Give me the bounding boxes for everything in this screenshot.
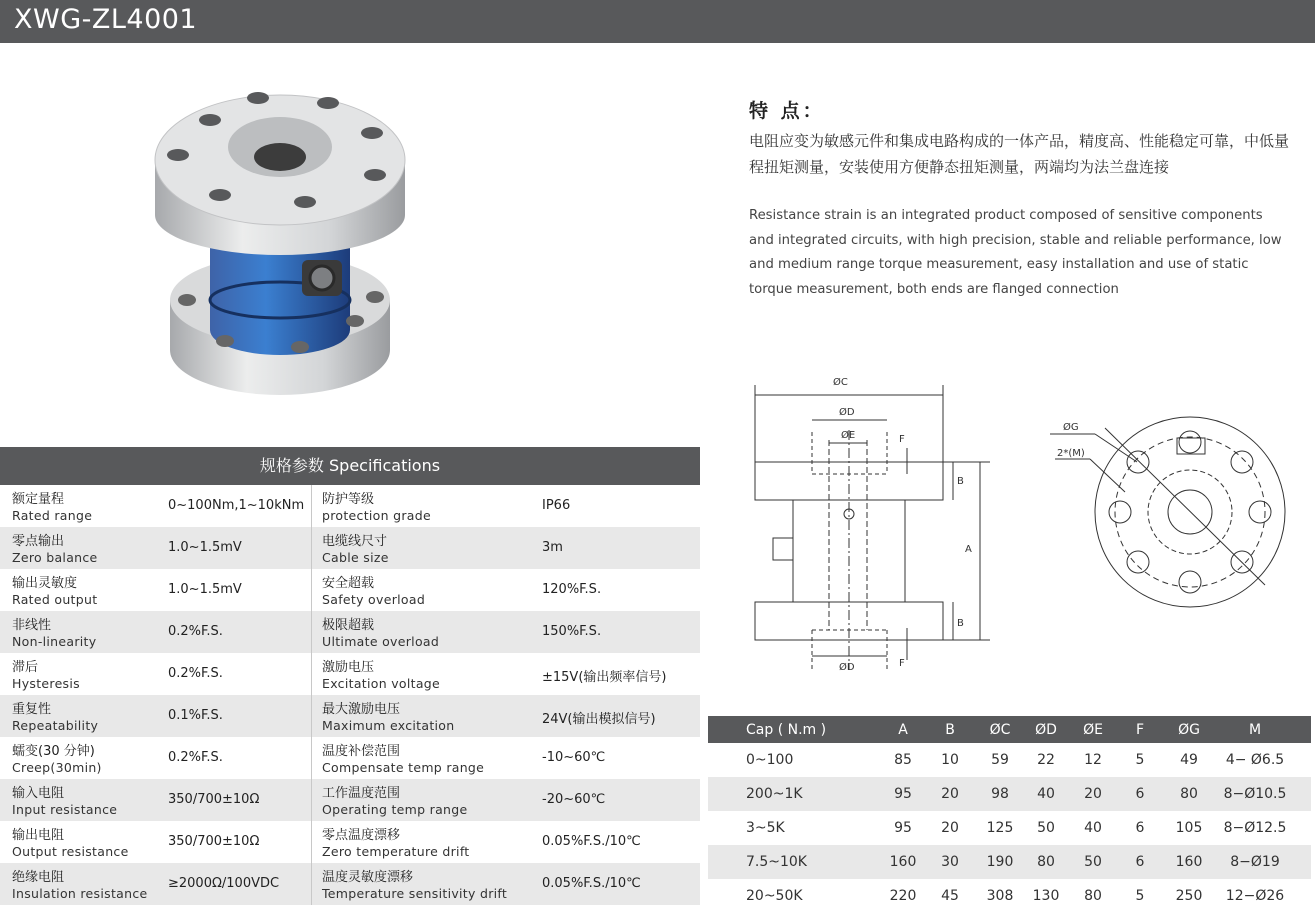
spec-param-cn: 重复性 <box>12 702 52 717</box>
capacity-cell: 95 <box>894 820 912 836</box>
spec-table <box>0 447 700 905</box>
spec-param-right <box>312 485 532 527</box>
dim-label-g: ØG <box>1063 422 1079 433</box>
features-heading: 特 点： <box>749 100 825 122</box>
spec-param-right <box>312 821 532 863</box>
spec-param-cn: 蠕变(30 分钟) <box>12 744 95 759</box>
spec-param-en: Zero balance <box>12 550 98 565</box>
product-title: XWG-ZL4001 <box>14 4 198 35</box>
spec-param-en: Output resistance <box>12 844 129 859</box>
spec-param-cn: 输出灵敏度 <box>12 576 78 591</box>
capacity-cell: 22 <box>1037 752 1055 768</box>
dim-label-a: A <box>965 544 972 555</box>
spec-param-en: Rated output <box>12 592 98 607</box>
spec-value: 150%F.S. <box>542 624 602 639</box>
capacity-cell: 4− Ø6.5 <box>1225 752 1285 768</box>
spec-param-cn: 零点温度漂移 <box>322 828 401 843</box>
capacity-header-cell: ØE <box>1083 721 1103 738</box>
spec-param-en: Ultimate overload <box>322 634 440 649</box>
spec-param-left <box>0 695 160 737</box>
capacity-cell: 308 <box>986 888 1014 904</box>
dim-label-b-top: B <box>957 476 964 487</box>
product-photo <box>150 85 410 405</box>
spec-param-cn: 零点输出 <box>12 534 65 549</box>
spec-divider <box>311 485 312 905</box>
capacity-row <box>708 777 1311 811</box>
spec-value-right <box>532 611 700 653</box>
spec-param-right <box>312 695 532 737</box>
spec-param-en: Operating temp range <box>322 802 468 817</box>
spec-value-right <box>532 653 700 695</box>
dim-label-d-top: ØD <box>839 407 855 418</box>
spec-value-left <box>160 695 312 737</box>
dimension-drawing <box>745 370 1305 675</box>
capacity-cell: 20~50K <box>746 888 803 904</box>
spec-value-right <box>532 779 700 821</box>
spec-param-left <box>0 611 160 653</box>
capacity-cell: 20 <box>1084 786 1102 802</box>
spec-param-cn: 温度补偿范围 <box>322 744 401 759</box>
spec-value: 24V(输出模拟信号) <box>542 712 656 727</box>
capacity-cell: 8−Ø12.5 <box>1223 820 1287 836</box>
capacity-cell: 6 <box>1135 820 1145 836</box>
spec-value-right <box>532 527 700 569</box>
spec-param-left <box>0 821 160 863</box>
spec-value-left <box>160 821 312 863</box>
dim-label-f-top: F <box>899 434 905 445</box>
capacity-cell: 10 <box>941 752 959 768</box>
spec-param-en: Repeatability <box>12 718 99 733</box>
capacity-cell: 250 <box>1175 888 1203 904</box>
spec-param-right <box>312 653 532 695</box>
capacity-row <box>708 743 1311 777</box>
spec-value: 3m <box>542 540 563 555</box>
spec-param-cn: 安全超载 <box>322 576 375 591</box>
spec-value: 0.05%F.S./10℃ <box>542 834 641 849</box>
spec-value-left <box>160 653 312 695</box>
spec-value-right <box>532 863 700 905</box>
spec-value-left <box>160 527 312 569</box>
spec-param-cn: 额定量程 <box>12 492 65 507</box>
spec-param-left <box>0 737 160 779</box>
spec-param-en: protection grade <box>322 508 431 523</box>
capacity-table-header <box>708 716 1311 743</box>
spec-value: 0.2%F.S. <box>168 666 223 681</box>
spec-param-en: Cable size <box>322 550 389 565</box>
spec-value: 1.0~1.5mV <box>168 540 242 555</box>
capacity-cell: 20 <box>941 786 959 802</box>
capacity-cell: 220 <box>889 888 917 904</box>
capacity-header-cell: F <box>1135 721 1145 738</box>
spec-param-left <box>0 569 160 611</box>
capacity-cell: 85 <box>894 752 912 768</box>
spec-param-cn: 绝缘电阻 <box>12 870 65 885</box>
spec-param-right <box>312 611 532 653</box>
capacity-cell: 8−Ø10.5 <box>1223 786 1287 802</box>
spec-param-cn: 防护等级 <box>322 492 375 507</box>
capacity-cell: 160 <box>1175 854 1203 870</box>
spec-param-en: Zero temperature drift <box>322 844 470 859</box>
spec-param-en: Rated range <box>12 508 93 523</box>
spec-value-right <box>532 569 700 611</box>
spec-param-en: Compensate temp range <box>322 760 485 775</box>
capacity-cell: 50 <box>1084 854 1102 870</box>
dim-label-f-bottom: F <box>899 658 905 669</box>
spec-value: 120%F.S. <box>542 582 602 597</box>
features-text-cn: 电阻应变为敏感元件和集成电路构成的一体产品，精度高、性能稳定可靠，中低量程扭矩测量，安装使用方便静态扭矩测量，两端均为法兰盘连接 <box>749 132 1290 176</box>
spec-value: 0.1%F.S. <box>168 708 223 723</box>
capacity-row <box>708 845 1311 879</box>
capacity-row <box>708 879 1311 909</box>
spec-param-cn: 电缆线尺寸 <box>322 534 388 549</box>
capacity-header-cell: A <box>898 721 908 738</box>
spec-param-en: Safety overload <box>322 592 426 607</box>
capacity-cell: 49 <box>1180 752 1198 768</box>
spec-param-en: Temperature sensitivity drift <box>322 886 508 901</box>
spec-row <box>0 485 700 527</box>
spec-param-cn: 极限超载 <box>322 618 375 633</box>
title-bar <box>0 0 1315 43</box>
capacity-row <box>708 811 1311 845</box>
spec-value: 0.2%F.S. <box>168 750 223 765</box>
spec-param-right <box>312 863 532 905</box>
spec-param-en: Insulation resistance <box>12 886 148 901</box>
capacity-cell: 50 <box>1037 820 1055 836</box>
capacity-cell: 5 <box>1135 888 1145 904</box>
spec-param-right <box>312 737 532 779</box>
spec-value: 0.05%F.S./10℃ <box>542 876 641 891</box>
spec-row <box>0 821 700 863</box>
spec-param-cn: 最大激励电压 <box>322 702 401 717</box>
spec-row <box>0 779 700 821</box>
spec-value: -10~60℃ <box>542 750 606 765</box>
spec-value-left <box>160 485 312 527</box>
spec-value: -20~60℃ <box>542 792 606 807</box>
spec-row <box>0 695 700 737</box>
spec-param-right <box>312 527 532 569</box>
spec-param-cn: 滞后 <box>12 660 39 675</box>
capacity-cell: 130 <box>1032 888 1060 904</box>
spec-param-en: Excitation voltage <box>322 676 441 691</box>
spec-value: 0.2%F.S. <box>168 624 223 639</box>
spec-value-right <box>532 695 700 737</box>
spec-value-left <box>160 863 312 905</box>
spec-row <box>0 653 700 695</box>
dim-label-c: ØC <box>833 377 848 388</box>
spec-param-right <box>312 569 532 611</box>
spec-param-cn: 输出电阻 <box>12 828 65 843</box>
spec-param-cn: 工作温度范围 <box>322 786 401 801</box>
spec-value-left <box>160 737 312 779</box>
spec-param-left <box>0 527 160 569</box>
spec-row <box>0 611 700 653</box>
spec-row <box>0 863 700 905</box>
capacity-cell: 3~5K <box>746 820 785 836</box>
dim-label-e: ØE <box>841 430 856 441</box>
capacity-cell: 80 <box>1084 888 1102 904</box>
capacity-header-cell: ØG <box>1178 721 1200 738</box>
spec-param-en: Creep(30min) <box>12 760 102 775</box>
capacity-cell: 125 <box>986 820 1014 836</box>
spec-value-left <box>160 569 312 611</box>
spec-value: 350/700±10Ω <box>168 834 260 849</box>
capacity-cell: 40 <box>1084 820 1102 836</box>
dim-label-d-bottom: ØD <box>839 662 855 673</box>
spec-param-cn: 输入电阻 <box>12 786 65 801</box>
capacity-cell: 45 <box>941 888 959 904</box>
dim-label-b-bottom: B <box>957 618 964 629</box>
capacity-cell: 40 <box>1037 786 1055 802</box>
capacity-cell: 95 <box>894 786 912 802</box>
capacity-cell: 6 <box>1135 854 1145 870</box>
spec-value-right <box>532 737 700 779</box>
capacity-cell: 5 <box>1135 752 1145 768</box>
spec-param-en: Non-linearity <box>12 634 97 649</box>
spec-value: ±15V(输出频率信号) <box>542 670 667 685</box>
spec-param-left <box>0 653 160 695</box>
capacity-cell: 7.5~10K <box>746 854 807 870</box>
spec-row <box>0 737 700 779</box>
capacity-cell: 30 <box>941 854 959 870</box>
capacity-header-cell: B <box>945 721 955 738</box>
capacity-cell: 0~100 <box>746 752 794 768</box>
capacity-table <box>708 716 1311 909</box>
spec-row <box>0 527 700 569</box>
spec-value: 1.0~1.5mV <box>168 582 242 597</box>
spec-param-en: Input resistance <box>12 802 118 817</box>
spec-param-en: Hysteresis <box>12 676 80 691</box>
spec-row <box>0 569 700 611</box>
spec-value-right <box>532 485 700 527</box>
spec-param-left <box>0 863 160 905</box>
capacity-cell: 80 <box>1180 786 1198 802</box>
capacity-header-cell: Cap ( N.m ) <box>746 721 827 738</box>
spec-value: IP66 <box>542 498 571 513</box>
spec-param-cn: 温度灵敏度漂移 <box>322 870 414 885</box>
capacity-header-cell: ØC <box>989 721 1011 738</box>
spec-value-left <box>160 779 312 821</box>
spec-param-en: Maximum excitation <box>322 718 455 733</box>
spec-param-right <box>312 779 532 821</box>
capacity-header-cell: M <box>1248 721 1262 738</box>
capacity-cell: 8−Ø19 <box>1230 854 1280 870</box>
spec-param-left <box>0 779 160 821</box>
spec-param-left <box>0 485 160 527</box>
features-text-en: Resistance strain is an integrated product composed of sensitive components and integrated circuits, with high precision, stable and reliable performance, low and medium range torque measurement, easy installation and use of static torque measurement, both ends are flanged connection <box>749 208 1282 297</box>
capacity-cell: 12−Ø26 <box>1225 888 1285 904</box>
capacity-cell: 98 <box>991 786 1009 802</box>
capacity-cell: 160 <box>889 854 917 870</box>
capacity-cell: 59 <box>991 752 1009 768</box>
spec-value: 350/700±10Ω <box>168 792 260 807</box>
capacity-header-cell: ØD <box>1035 721 1057 738</box>
capacity-cell: 20 <box>941 820 959 836</box>
capacity-cell: 12 <box>1084 752 1102 768</box>
capacity-cell: 80 <box>1037 854 1055 870</box>
spec-value-right <box>532 821 700 863</box>
spec-param-cn: 非线性 <box>12 618 52 633</box>
capacity-cell: 190 <box>986 854 1014 870</box>
spec-value-left <box>160 611 312 653</box>
capacity-cell: 105 <box>1175 820 1203 836</box>
dim-label-m: 2*(M) <box>1057 448 1085 459</box>
spec-value: 0~100Nm,1~10kNm <box>168 498 305 513</box>
spec-value: ≥2000Ω/100VDC <box>168 876 280 891</box>
capacity-cell: 200~1K <box>746 786 803 802</box>
spec-table-header: 规格参数 Specifications <box>0 447 700 485</box>
spec-param-cn: 激励电压 <box>322 660 375 675</box>
capacity-cell: 6 <box>1135 786 1145 802</box>
